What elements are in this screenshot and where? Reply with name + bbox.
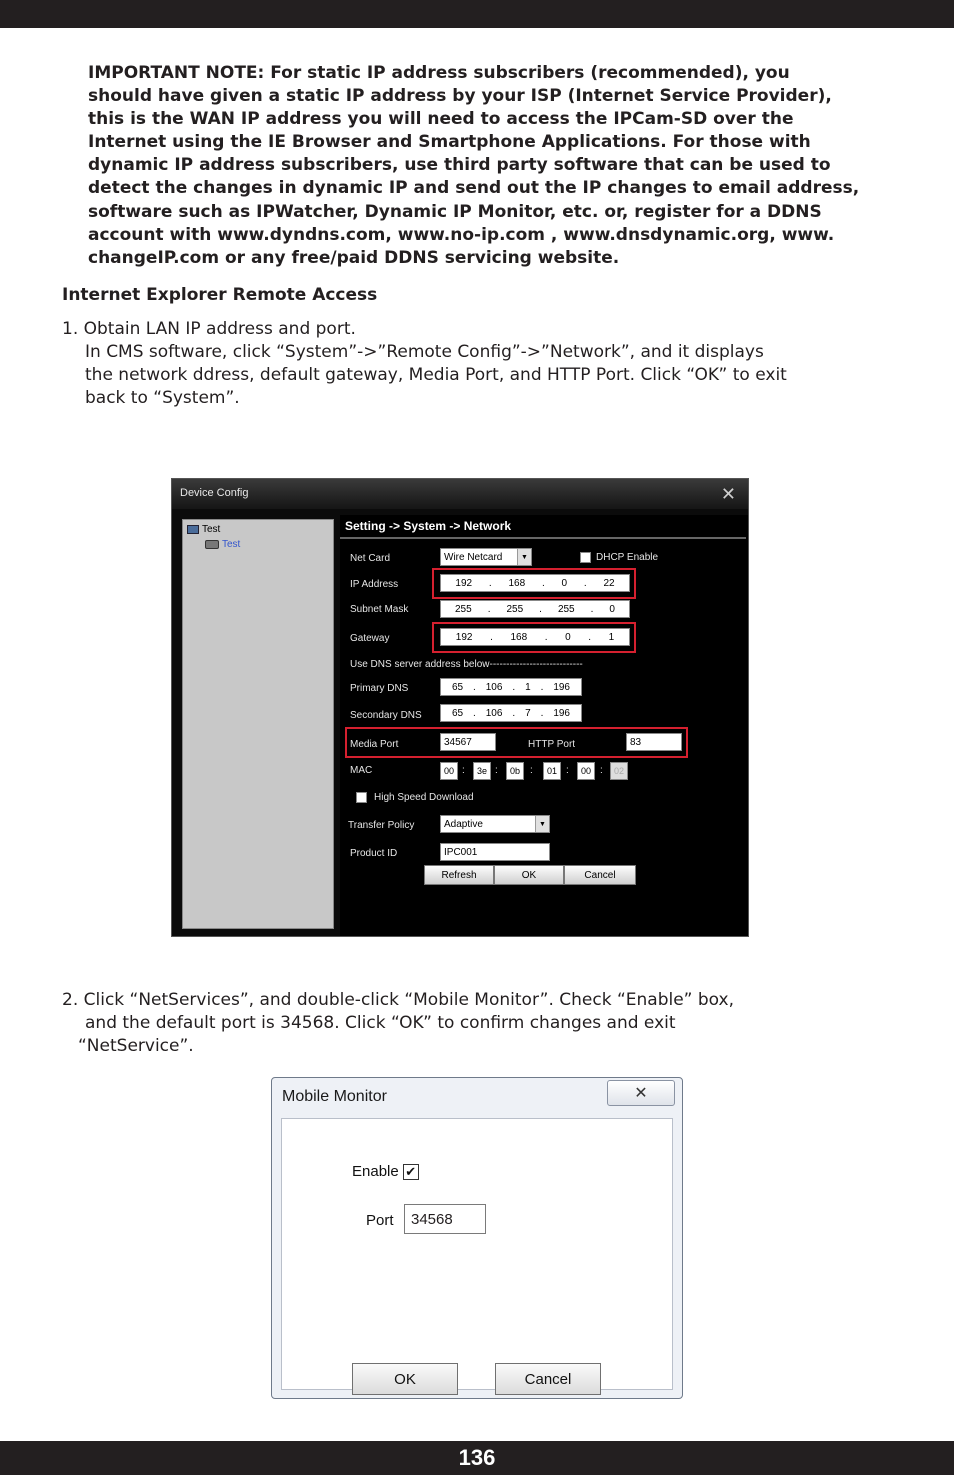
- ip-dot: .: [487, 603, 491, 615]
- mobile-monitor-dialog: [271, 1077, 683, 1399]
- tree-item-label: Test: [222, 539, 241, 550]
- step-1-line: In CMS software, click “System”->”Remote Config”->”Network”, and it displays: [85, 342, 764, 362]
- ip-octet: 0: [565, 631, 571, 643]
- enable-row: [352, 1163, 419, 1180]
- ip-octet: 255: [506, 603, 524, 615]
- note-line: Internet using the IE Browser and Smartphone Applications. For those with: [88, 132, 811, 153]
- device-config-title: Device Config: [180, 487, 249, 499]
- primary-dns-field[interactable]: [440, 678, 582, 696]
- step-2-line: “NetService”.: [78, 1036, 194, 1056]
- footer-bar: [0, 1441, 954, 1475]
- tree-item-child[interactable]: [205, 539, 240, 550]
- ip-octet: 1: [608, 631, 615, 643]
- top-bar: [0, 0, 954, 28]
- mac-separator: :: [495, 765, 498, 776]
- page-number: 136: [458, 1445, 496, 1470]
- note-line: should have given a static IP address by your ISP (Internet Service Provider),: [88, 86, 832, 107]
- ip-octet: 255: [455, 603, 472, 615]
- ip-dot: .: [473, 681, 476, 693]
- ok-button[interactable]: OK: [352, 1363, 458, 1395]
- device-config-window: [171, 478, 749, 937]
- ip-dot: .: [541, 577, 545, 589]
- ip-dot: .: [540, 707, 544, 719]
- dhcp-checkbox[interactable]: [580, 552, 591, 563]
- secondary-dns-label: Secondary DNS: [350, 710, 422, 721]
- ip-octet: 196: [553, 707, 570, 719]
- product-id-field[interactable]: IPC001: [440, 843, 550, 861]
- http-port-field[interactable]: 83: [626, 733, 682, 751]
- breadcrumb: Setting -> System -> Network: [345, 519, 512, 533]
- mac-octet[interactable]: 02: [610, 762, 628, 780]
- ip-octet: 0: [609, 603, 615, 615]
- ip-dot: .: [539, 603, 542, 615]
- mac-separator: :: [530, 765, 533, 776]
- media-port-label: Media Port: [350, 739, 399, 750]
- section-heading: Internet Explorer Remote Access: [62, 285, 378, 305]
- subnet-mask-label: Subnet Mask: [350, 604, 409, 615]
- note-line: dynamic IP address subscribers, use third party software that can be used to: [88, 155, 831, 176]
- close-button[interactable]: [607, 1080, 675, 1106]
- device-group-icon: [187, 525, 199, 534]
- dns-note: Use DNS server address below----------------------------: [350, 659, 583, 670]
- ip-dot: .: [583, 577, 587, 589]
- ip-address-label: IP Address: [350, 579, 399, 590]
- gateway-label: Gateway: [350, 633, 390, 644]
- ip-dot: .: [588, 631, 592, 643]
- cancel-button[interactable]: Cancel: [564, 865, 636, 885]
- mac-octet[interactable]: 01: [543, 762, 561, 780]
- note-line: changeIP.com or any free/paid DDNS servicing website.: [88, 247, 620, 268]
- ip-octet: 65: [451, 707, 464, 719]
- note-line: software such as IPWatcher, Dynamic IP Monitor, etc. or, register for a DDNS: [88, 201, 822, 222]
- close-icon[interactable]: ✕: [720, 484, 736, 504]
- ip-octet: 255: [557, 603, 575, 615]
- net-card-select[interactable]: [440, 548, 532, 566]
- transfer-policy-label: Transfer Policy: [348, 820, 415, 831]
- ip-octet: 168: [510, 631, 528, 643]
- mac-octet[interactable]: 0b: [506, 762, 524, 780]
- tree-item-label: Test: [202, 524, 221, 535]
- ip-dot: .: [512, 707, 516, 719]
- highlight-box: [432, 622, 636, 653]
- important-note: [88, 62, 908, 270]
- ip-dot: .: [473, 707, 476, 719]
- mac-octet[interactable]: 00: [577, 762, 595, 780]
- ip-octet: 65: [451, 681, 464, 693]
- tree-item-root[interactable]: [187, 524, 220, 535]
- ip-octet: 1: [525, 681, 531, 693]
- ip-dot: .: [590, 603, 594, 615]
- ip-octet: 106: [485, 681, 503, 693]
- ip-octet: 196: [553, 681, 570, 693]
- highlight-box: [345, 727, 688, 758]
- note-line: detect the changes in dynamic IP and send out the IP changes to email address,: [88, 178, 860, 199]
- close-icon: ✕: [634, 1085, 648, 1102]
- camera-icon: [205, 540, 219, 549]
- net-card-value: Wire Netcard: [444, 551, 503, 563]
- ip-octet: 168: [508, 577, 526, 589]
- high-speed-label: High Speed Download: [374, 792, 474, 803]
- port-label: Port: [366, 1212, 394, 1229]
- chevron-down-icon: ▼: [517, 549, 531, 565]
- enable-checkbox[interactable]: ✔: [403, 1164, 419, 1180]
- mac-separator: :: [462, 765, 465, 776]
- ip-octet: 22: [603, 577, 615, 589]
- highlight-box: [432, 568, 636, 599]
- step-2-line: and the default port is 34568. Click “OK” to confirm changes and exit: [85, 1013, 676, 1033]
- ok-button[interactable]: OK: [494, 865, 564, 885]
- http-port-label: HTTP Port: [528, 739, 576, 750]
- step-1-line: 1. Obtain LAN IP address and port.: [62, 319, 356, 339]
- note-line: IMPORTANT NOTE: For static IP address subscribers (recommended), you: [88, 63, 790, 83]
- step-1-line: the network ddress, default gateway, Media Port, and HTTP Port. Click “OK” to exit: [85, 365, 787, 385]
- cancel-button[interactable]: Cancel: [495, 1363, 601, 1395]
- step-1: [62, 318, 787, 410]
- ip-dot: .: [544, 631, 548, 643]
- device-tree: [182, 519, 334, 929]
- product-id-label: Product ID: [350, 848, 398, 859]
- ip-octet: 106: [485, 707, 503, 719]
- transfer-policy-value: Adaptive: [444, 818, 483, 830]
- port-input[interactable]: 34568: [404, 1204, 486, 1234]
- network-settings-panel: [340, 515, 748, 936]
- ip-dot: .: [490, 631, 493, 643]
- ip-dot: .: [540, 681, 544, 693]
- ip-octet: 192: [455, 577, 473, 589]
- mac-label: MAC: [350, 765, 373, 776]
- secondary-dns-field[interactable]: [440, 704, 582, 722]
- net-card-label: Net Card: [350, 553, 391, 564]
- ip-octet: 0: [561, 577, 568, 589]
- enable-label: Enable: [352, 1163, 399, 1180]
- transfer-policy-select[interactable]: [440, 815, 550, 833]
- ip-dot: .: [488, 577, 492, 589]
- chevron-down-icon: ▼: [535, 816, 549, 832]
- step-2-line: 2. Click “NetServices”, and double-click “Mobile Monitor”. Check “Enable” box,: [62, 990, 735, 1010]
- mac-octet[interactable]: 00: [440, 762, 458, 780]
- device-config-titlebar: [172, 479, 748, 509]
- ip-octet: 7: [525, 707, 531, 719]
- dialog-title: Mobile Monitor: [282, 1088, 387, 1105]
- note-line: this is the WAN IP address you will need to access the IPCam-SD over the: [88, 109, 794, 130]
- refresh-button[interactable]: Refresh: [424, 865, 494, 885]
- ip-octet: 192: [455, 631, 473, 643]
- dhcp-label: DHCP Enable: [596, 552, 659, 563]
- mac-separator: :: [600, 765, 603, 776]
- step-2: [62, 989, 734, 1058]
- breadcrumb-divider: [340, 537, 746, 539]
- ip-dot: .: [512, 681, 516, 693]
- high-speed-checkbox[interactable]: [356, 792, 367, 803]
- primary-dns-label: Primary DNS: [350, 683, 409, 694]
- mac-separator: :: [566, 765, 569, 776]
- step-1-line: back to “System”.: [85, 388, 240, 408]
- subnet-mask-field[interactable]: [440, 600, 630, 618]
- dialog-body: [281, 1118, 673, 1390]
- mac-octet[interactable]: 3e: [473, 762, 491, 780]
- media-port-field[interactable]: 34567: [440, 733, 496, 751]
- note-line: account with www.dyndns.com, www.no-ip.com , www.dnsdynamic.org, www.: [88, 224, 835, 245]
